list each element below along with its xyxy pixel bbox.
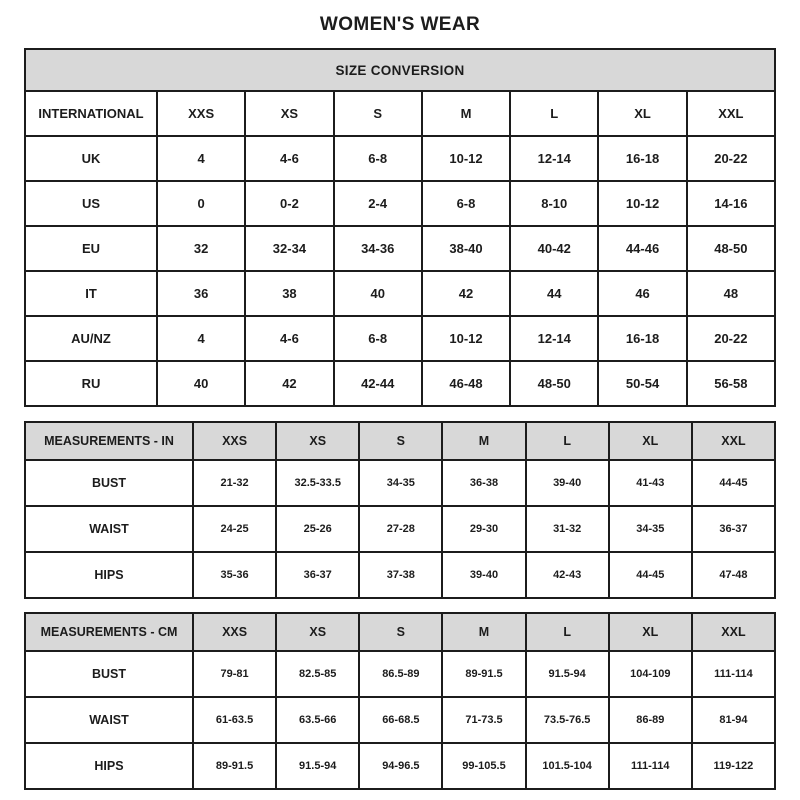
header-size-cell: M (422, 91, 510, 136)
row-label-cell: WAIST (25, 506, 193, 552)
value-cell: 2-4 (334, 181, 422, 226)
value-cell: 36-38 (442, 460, 525, 506)
value-cell: 38 (245, 271, 333, 316)
value-cell: 79-81 (193, 651, 276, 697)
table-row (25, 552, 775, 598)
value-cell: 56-58 (687, 361, 775, 406)
value-cell: 0 (157, 181, 245, 226)
value-cell: 35-36 (193, 552, 276, 598)
table-title-row (25, 49, 775, 91)
value-cell: 6-8 (334, 316, 422, 361)
value-cell: 99-105.5 (442, 743, 525, 789)
table-row (25, 506, 775, 552)
header-size-cell: XS (276, 613, 359, 651)
value-cell: 14-16 (687, 181, 775, 226)
value-cell: 46-48 (422, 361, 510, 406)
header-size-cell: XXS (193, 613, 276, 651)
header-label-cell: INTERNATIONAL (25, 91, 157, 136)
value-cell: 39-40 (526, 460, 609, 506)
header-size-cell: M (442, 422, 525, 460)
value-cell: 12-14 (510, 316, 598, 361)
value-cell: 44-45 (692, 460, 775, 506)
header-size-cell: XL (609, 613, 692, 651)
value-cell: 34-35 (609, 506, 692, 552)
value-cell: 111-114 (692, 651, 775, 697)
header-size-cell: XS (245, 91, 333, 136)
value-cell: 16-18 (598, 316, 686, 361)
header-size-cell: L (526, 613, 609, 651)
value-cell: 104-109 (609, 651, 692, 697)
header-size-cell: S (359, 422, 442, 460)
value-cell: 31-32 (526, 506, 609, 552)
value-cell: 46 (598, 271, 686, 316)
value-cell: 10-12 (422, 136, 510, 181)
row-label-cell: EU (25, 226, 157, 271)
header-size-cell: M (442, 613, 525, 651)
value-cell: 91.5-94 (276, 743, 359, 789)
row-label-cell: HIPS (25, 743, 193, 789)
size-chart-page (0, 14, 800, 790)
measurements-in-table (24, 421, 776, 599)
value-cell: 40 (334, 271, 422, 316)
header-size-cell: S (334, 91, 422, 136)
value-cell: 42-44 (334, 361, 422, 406)
row-label-cell: BUST (25, 651, 193, 697)
value-cell: 4-6 (245, 136, 333, 181)
value-cell: 39-40 (442, 552, 525, 598)
value-cell: 94-96.5 (359, 743, 442, 789)
table-row (25, 136, 775, 181)
value-cell: 42 (422, 271, 510, 316)
size-conversion-table (24, 48, 776, 407)
header-size-cell: L (526, 422, 609, 460)
value-cell: 0-2 (245, 181, 333, 226)
value-cell: 42 (245, 361, 333, 406)
value-cell: 10-12 (422, 316, 510, 361)
table-row (25, 651, 775, 697)
value-cell: 36-37 (276, 552, 359, 598)
value-cell: 38-40 (422, 226, 510, 271)
value-cell: 91.5-94 (526, 651, 609, 697)
value-cell: 10-12 (598, 181, 686, 226)
value-cell: 32 (157, 226, 245, 271)
table-row (25, 361, 775, 406)
header-size-cell: XL (609, 422, 692, 460)
header-size-cell: XS (276, 422, 359, 460)
value-cell: 36-37 (692, 506, 775, 552)
table-row (25, 316, 775, 361)
value-cell: 4 (157, 316, 245, 361)
row-label-cell: BUST (25, 460, 193, 506)
value-cell: 44-46 (598, 226, 686, 271)
value-cell: 32.5-33.5 (276, 460, 359, 506)
table-row (25, 271, 775, 316)
row-label-cell: UK (25, 136, 157, 181)
value-cell: 40 (157, 361, 245, 406)
value-cell: 44-45 (609, 552, 692, 598)
value-cell: 41-43 (609, 460, 692, 506)
header-row (25, 422, 775, 460)
value-cell: 34-35 (359, 460, 442, 506)
row-label-cell: IT (25, 271, 157, 316)
value-cell: 16-18 (598, 136, 686, 181)
table-row (25, 697, 775, 743)
row-label-cell: WAIST (25, 697, 193, 743)
value-cell: 61-63.5 (193, 697, 276, 743)
header-size-cell: L (510, 91, 598, 136)
value-cell: 4-6 (245, 316, 333, 361)
value-cell: 50-54 (598, 361, 686, 406)
value-cell: 73.5-76.5 (526, 697, 609, 743)
value-cell: 119-122 (692, 743, 775, 789)
value-cell: 20-22 (687, 136, 775, 181)
value-cell: 48 (687, 271, 775, 316)
value-cell: 42-43 (526, 552, 609, 598)
value-cell: 34-36 (334, 226, 422, 271)
value-cell: 81-94 (692, 697, 775, 743)
header-size-cell: XXL (687, 91, 775, 136)
row-label-cell: AU/NZ (25, 316, 157, 361)
value-cell: 25-26 (276, 506, 359, 552)
value-cell: 48-50 (687, 226, 775, 271)
row-label-cell: RU (25, 361, 157, 406)
header-size-cell: XL (598, 91, 686, 136)
value-cell: 6-8 (422, 181, 510, 226)
header-size-cell: XXL (692, 422, 775, 460)
header-size-cell: XXL (692, 613, 775, 651)
value-cell: 37-38 (359, 552, 442, 598)
row-label-cell: US (25, 181, 157, 226)
value-cell: 27-28 (359, 506, 442, 552)
value-cell: 36 (157, 271, 245, 316)
value-cell: 8-10 (510, 181, 598, 226)
measurements-cm-table (24, 612, 776, 790)
table-row (25, 743, 775, 789)
value-cell: 47-48 (692, 552, 775, 598)
header-size-cell: S (359, 613, 442, 651)
value-cell: 71-73.5 (442, 697, 525, 743)
value-cell: 66-68.5 (359, 697, 442, 743)
header-size-cell: XXS (157, 91, 245, 136)
header-label-cell: MEASUREMENTS - IN (25, 422, 193, 460)
header-label-cell: MEASUREMENTS - CM (25, 613, 193, 651)
value-cell: 86-89 (609, 697, 692, 743)
value-cell: 40-42 (510, 226, 598, 271)
value-cell: 48-50 (510, 361, 598, 406)
value-cell: 6-8 (334, 136, 422, 181)
header-row (25, 91, 775, 136)
value-cell: 29-30 (442, 506, 525, 552)
table-row (25, 460, 775, 506)
table-row (25, 226, 775, 271)
value-cell: 12-14 (510, 136, 598, 181)
value-cell: 101.5-104 (526, 743, 609, 789)
header-row (25, 613, 775, 651)
value-cell: 21-32 (193, 460, 276, 506)
table-row (25, 181, 775, 226)
table-title: SIZE CONVERSION (25, 49, 775, 91)
header-size-cell: XXS (193, 422, 276, 460)
value-cell: 82.5-85 (276, 651, 359, 697)
value-cell: 20-22 (687, 316, 775, 361)
row-label-cell: HIPS (25, 552, 193, 598)
value-cell: 44 (510, 271, 598, 316)
value-cell: 63.5-66 (276, 697, 359, 743)
value-cell: 32-34 (245, 226, 333, 271)
value-cell: 111-114 (609, 743, 692, 789)
value-cell: 24-25 (193, 506, 276, 552)
page-title: WOMEN'S WEAR (319, 14, 481, 35)
value-cell: 89-91.5 (442, 651, 525, 697)
value-cell: 86.5-89 (359, 651, 442, 697)
value-cell: 89-91.5 (193, 743, 276, 789)
value-cell: 4 (157, 136, 245, 181)
